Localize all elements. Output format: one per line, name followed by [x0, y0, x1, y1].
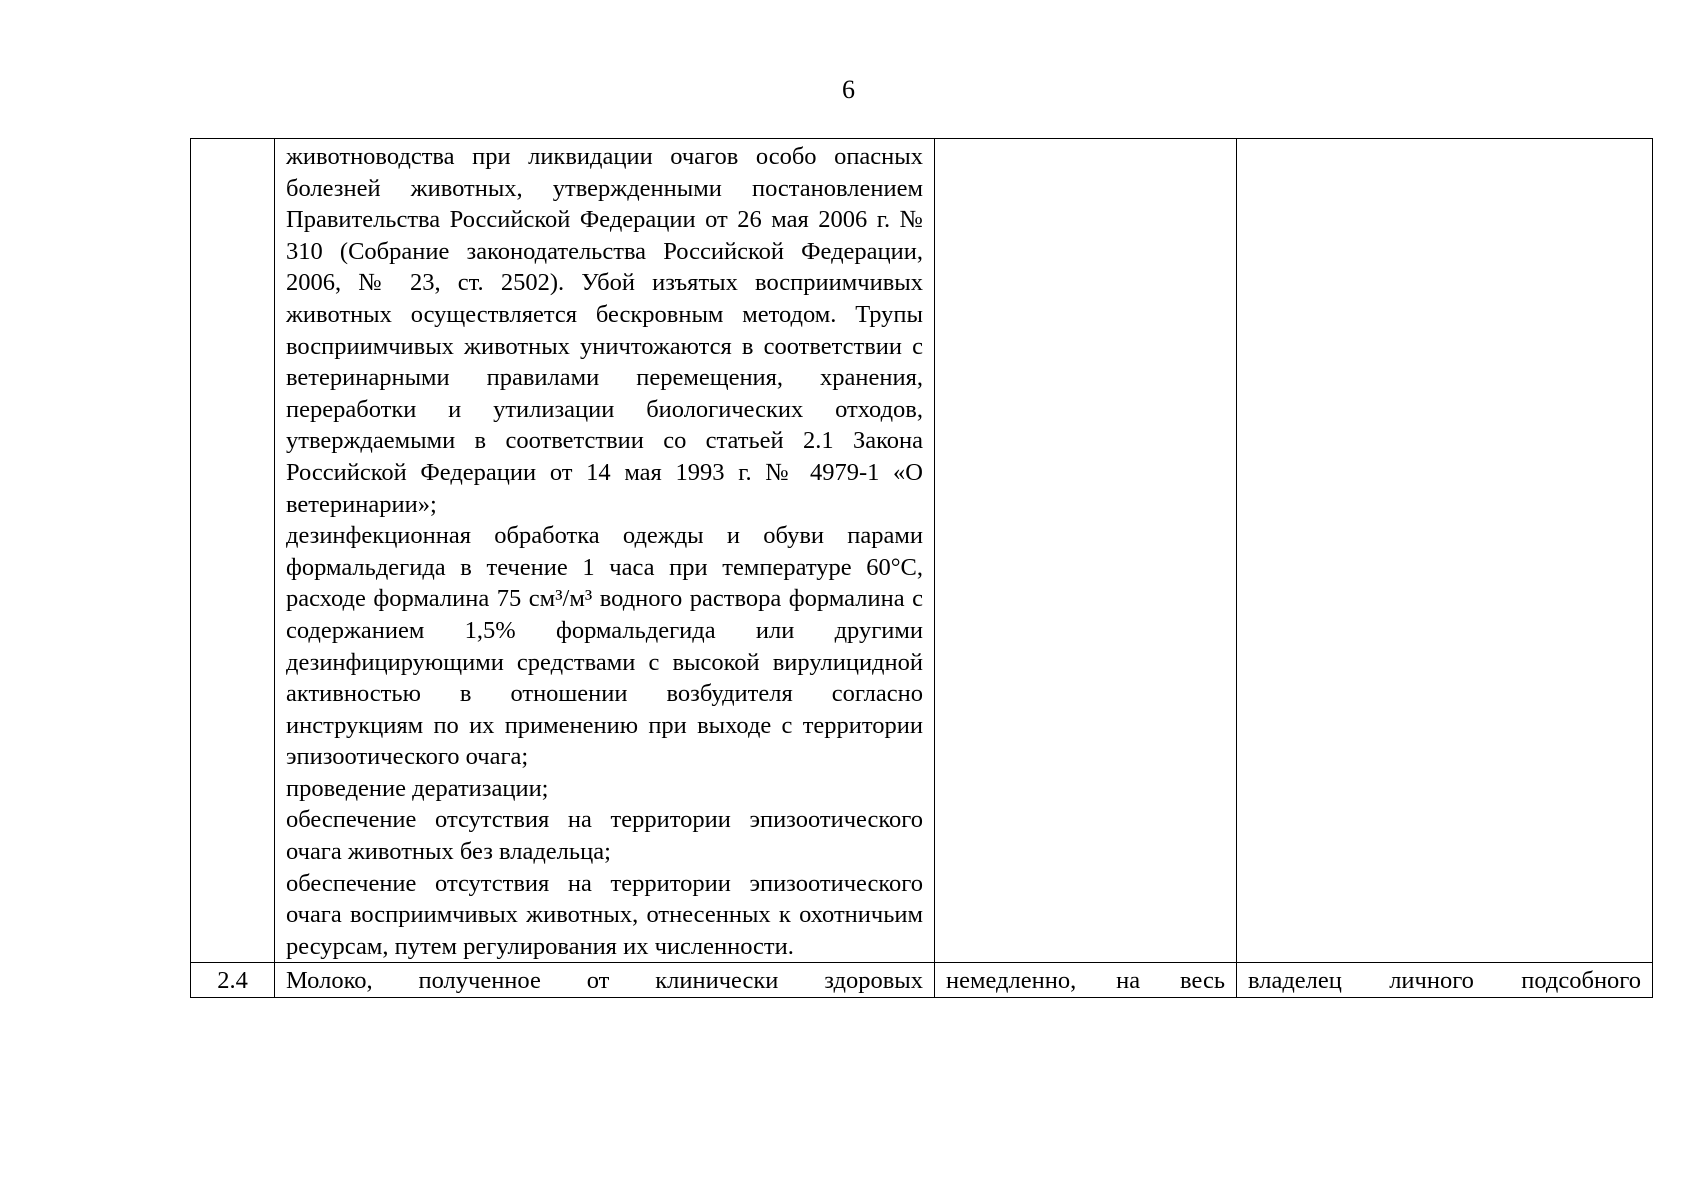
- measure-paragraph: дезинфекционная обработка одежды и обуви парами формальдегида в течение 1 часа при температуре 60°С, расходе формалина 75 см³/м³ водного раствора формалина с содержанием 1,5% формальдегида или другими дезинфицирующими средствами с высокой вирулицидной активностью в отношении возбудителя согласно инструкциям по их применению при выходе с территории эпизоотического очага;: [286, 522, 923, 771]
- responsible-cell: [1237, 963, 1653, 998]
- page-number: 6: [842, 75, 855, 104]
- table-row: [191, 963, 1653, 998]
- measures-table: [190, 138, 1653, 998]
- table-row: [191, 139, 1653, 963]
- row-number-cell: [191, 139, 275, 963]
- measure-paragraph: обеспечение отсутствия на территории эпизоотического очага восприимчивых животных, отнесенных к охотничьим ресурсам, путем регулирования их численности.: [286, 869, 923, 960]
- timing-cell: [935, 139, 1237, 963]
- responsible-text: владелец личного подсобного: [1248, 967, 1641, 995]
- row-number: 2.4: [217, 967, 248, 995]
- timing-text: немедленно, на весь: [946, 967, 1225, 995]
- responsible-cell: [1237, 139, 1653, 963]
- measure-cell: [275, 139, 935, 963]
- measure-paragraph: проведение дератизации;: [286, 774, 549, 802]
- measure-paragraph: животноводства при ликвидации очагов особо опасных болезней животных, утвержденными постановлением Правительства Российской Федерации от 26 мая 2006 г. № 310 (Собрание законодательства Российской Федерации, 2006, № 23, ст. 2502). Убой изъятых восприимчивых животных осуществляется бескровным методом. Трупы восприимчивых животных уничтожаются в соответствии с ветеринарными правилами перемещения, хранения, переработки и утилизации биологических отходов, утверждаемыми в соответствии со статьей 2.1 Закона Российской Федерации от 14 мая 1993 г. № 4979-1 «О ветеринарии»;: [286, 143, 923, 518]
- measure-cell: [275, 963, 935, 998]
- measure-text: Молоко, полученное от клинически здоровых: [286, 967, 923, 995]
- timing-cell: [935, 963, 1237, 998]
- row-number-cell: [191, 963, 275, 998]
- measure-paragraph: обеспечение отсутствия на территории эпизоотического очага животных без владельца;: [286, 806, 923, 866]
